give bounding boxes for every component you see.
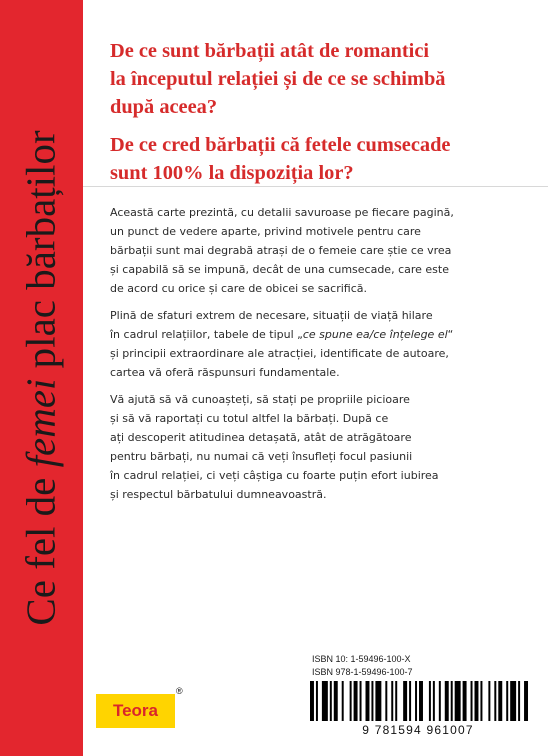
barcode-bar-9 [366, 681, 370, 721]
isbn-13: ISBN 978-1-59496-100-7 [312, 667, 413, 677]
registered-mark: ® [176, 686, 183, 696]
publisher-logo: Teora [96, 694, 175, 728]
blurb [110, 203, 530, 512]
blurb-paragraph-3 [110, 390, 530, 504]
barcode-bar-33 [510, 681, 516, 721]
blurb-p1-line-4: și capabilă să se impună, decât de una cumsecade, care este [110, 263, 449, 276]
barcode-bar-26 [471, 681, 473, 721]
blurb-p3-line-5: în cadrul relației, ci veți câștiga cu foarte puțin efort iubirea [110, 469, 439, 482]
barcode-bar-35 [524, 681, 528, 721]
barcode-bar-20 [433, 681, 435, 721]
barcode-bar-34 [518, 681, 520, 721]
barcode-bar-29 [488, 681, 490, 721]
spine-title [17, 130, 64, 626]
barcode-bar-24 [455, 681, 461, 721]
blurb-p1-line-5: de acord cu orice și care de obicei se sacrifică. [110, 282, 368, 295]
barcode-bar-16 [409, 681, 411, 721]
barcode-bar-23 [451, 681, 453, 721]
barcode-bar-8 [360, 681, 362, 721]
headline-questions [110, 37, 530, 197]
barcode-bar-2 [322, 681, 328, 721]
blurb-paragraph-1 [110, 203, 530, 298]
barcode-bar-28 [480, 681, 482, 721]
isbn-block [312, 653, 413, 679]
barcode-bar-4 [334, 681, 338, 721]
barcode-bar-6 [350, 681, 352, 721]
barcode-bar-31 [498, 681, 502, 721]
blurb-p3-line-6: și respectul bărbatului dumneavoastră. [110, 488, 327, 501]
blurb-p2-line-3: și principii extraordinare ale atracției, identificate de autoare, [110, 347, 449, 360]
barcode-bar-15 [403, 681, 407, 721]
divider [83, 186, 548, 187]
blurb-p2-line-2 [110, 325, 530, 344]
barcode-bar-0 [310, 681, 314, 721]
blurb-p3-line-3: ați descoperit atitudinea detașată, atât de atrăgătoare [110, 431, 412, 444]
blurb-p2-line-2-start: în cadrul relațiilor, tabele de tipul „ [110, 328, 303, 341]
barcode-bar-5 [342, 681, 344, 721]
barcode-bar-27 [475, 681, 479, 721]
question-1 [110, 37, 530, 121]
question-2 [110, 131, 530, 187]
spine-title-emphasis: femei [17, 378, 64, 468]
blurb-p3-line-1: Vă ajută să vă cunoașteți, să stați pe propriile picioare [110, 393, 410, 406]
barcode-bar-25 [463, 681, 467, 721]
barcode-bar-17 [415, 681, 417, 721]
barcode-bar-18 [419, 681, 423, 721]
barcode-bar-14 [395, 681, 397, 721]
blurb-p2-line-2-end: “ [447, 328, 454, 341]
blurb-p2-line-4: cartea vă oferă răspunsuri fundamentale. [110, 366, 340, 379]
barcode-bar-3 [330, 681, 332, 721]
barcode-bar-30 [494, 681, 496, 721]
barcode-bar-21 [439, 681, 441, 721]
barcode-bar-12 [385, 681, 387, 721]
blurb-p2-line-1: Plină de sfaturi extrem de necesare, situații de viață hilare [110, 309, 433, 322]
barcode-bar-13 [391, 681, 393, 721]
barcode-bar-1 [316, 681, 318, 721]
barcode-bar-22 [445, 681, 449, 721]
blurb-p3-line-2: și să vă raportați cu totul altfel la bărbați. După ce [110, 412, 389, 425]
barcode-bar-10 [371, 681, 373, 721]
blurb-p1-line-2: un punct de vedere aparte, privind motivele pentru care [110, 225, 421, 238]
question-2-line-2: sunt 100% la dispoziția lor? [110, 162, 354, 184]
barcode-bar-32 [506, 681, 508, 721]
spine-title-start: Ce fel de [17, 467, 64, 626]
question-1-line-1: De ce sunt bărbații atât de romantici [110, 40, 430, 62]
question-2-line-1: De ce cred bărbații că fetele cumsecade [110, 134, 451, 156]
spine-band [0, 0, 83, 756]
question-1-line-3: după aceea? [110, 96, 218, 118]
blurb-p2-table-name: ce spune ea/ce înțelege el [302, 328, 448, 341]
blurb-p1-line-1: Această carte prezintă, cu detalii savuroase pe fiecare pagină, [110, 206, 454, 219]
spine-title-end: plac bărbaților [17, 130, 64, 379]
isbn-10: ISBN 10: 1-59496-100-X [312, 654, 411, 664]
barcode-digits: 9 781594 961007 [362, 723, 474, 737]
barcode-bar-11 [375, 681, 381, 721]
barcode-bar-19 [429, 681, 431, 721]
blurb-p3-line-4: pentru bărbați, nu numai că veți însufleți focul pasiunii [110, 450, 413, 463]
blurb-paragraph-2 [110, 306, 530, 382]
barcode-bar-7 [354, 681, 358, 721]
question-1-line-2: la începutul relației și de ce se schimbă [110, 68, 446, 90]
blurb-p1-line-3: bărbații sunt mai degrabă atrași de o femeie care știe ce vrea [110, 244, 452, 257]
